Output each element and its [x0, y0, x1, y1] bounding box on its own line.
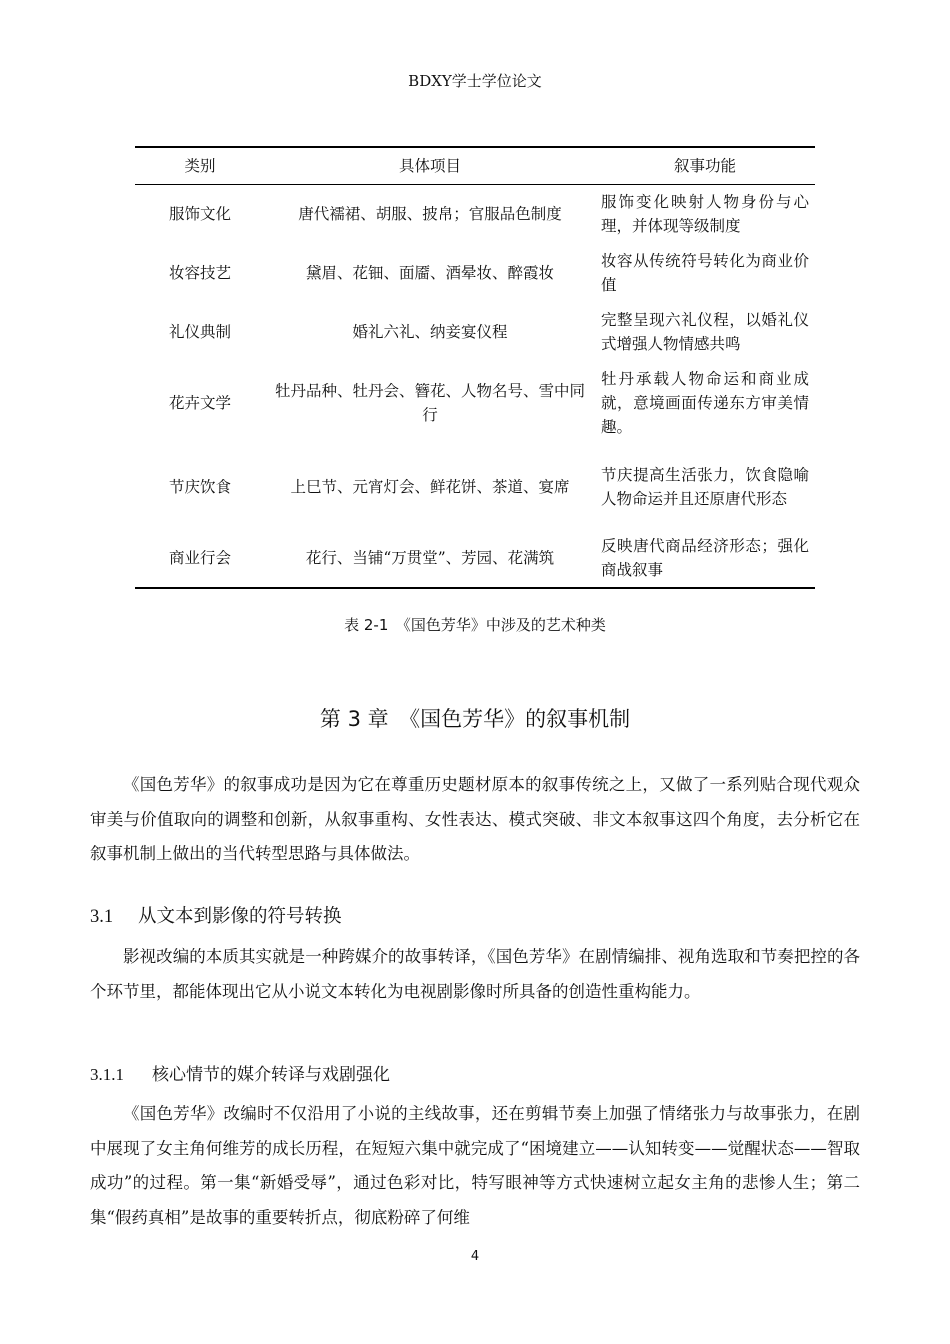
table-cell-category: 节庆饮食 — [168, 478, 231, 496]
table-row — [135, 185, 815, 244]
page-number: 4 — [470, 1249, 480, 1264]
table-cell-category: 妆容技艺 — [168, 263, 231, 282]
table-cell-function: 牡丹承载人物命运和商业成就，意境画面传递东方审美情趣。 — [601, 370, 809, 436]
table-header-row — [135, 147, 815, 185]
chapter-intro-paragraph: 《国色芳华》的叙事成功是因为它在尊重历史题材原本的叙事传统之上，又做了一系列贴合现代观众审美与价值取向的调整和创新，从叙事重构、女性表达、模式突破、非文本叙事这四个角度，去分析它在叙事机制上做出的当代转型思路与具体做法。 — [90, 775, 860, 863]
table-cell-function: 服饰变化映射人物身份与心理，并体现等级制度 — [601, 193, 809, 235]
subsection-number: 3.1.1 — [90, 1065, 124, 1084]
column-header-items: 具体项目 — [398, 157, 461, 175]
table-cell-items: 唐代襦裙、胡服、披帛；官服品色制度 — [298, 205, 562, 223]
chapter-title: 第 3 章 《国色芳华》的叙事机制 — [319, 707, 631, 731]
table-cell-function: 妆容从传统符号转化为商业价值 — [601, 251, 809, 294]
section-heading — [90, 902, 342, 932]
subsection-title: 核心情节的媒介转译与戏剧强化 — [152, 1065, 390, 1085]
table-cell-items: 上巳节、元宵灯会、鲜花饼、茶道、宴席 — [290, 478, 570, 496]
running-header: BDXY学士学位论文 — [408, 72, 542, 90]
table-row — [135, 361, 815, 445]
column-header-category: 类别 — [184, 157, 216, 175]
subsection-body-paragraph: 《国色芳华》改编时不仅沿用了小说的主线故事，还在剪辑节奏上加强了情绪张力与故事张力，在剧中展现了女主角何维芳的成长历程，在短短六集中就完成了“困境建立——认知转变——觉醒状态——智取成功”的过程。第一集“新婚受辱”，通过色彩对比，特写眼神等方式快速树立起女主角的悲惨人生；第二集“假药真相”是故事的重要转折点，彻底粉碎了何维 — [90, 1104, 860, 1227]
table-cell-items: 牡丹品种、牡丹会、簪花、人物名号、雪中同行 — [274, 382, 585, 424]
section-body-paragraph: 影视改编的本质其实就是一种跨媒介的故事转译，《国色芳华》在剧情编排、视角选取和节奏把控的各个环节里，都能体现出它从小说文本转化为电视剧影像时所具备的创造性重构能力。 — [90, 947, 860, 1001]
table-cell-items: 婚礼六礼、纳妾宴仪程 — [352, 322, 508, 341]
table-cell-category: 花卉文学 — [168, 394, 231, 412]
section-number: 3.1 — [90, 907, 114, 927]
table-cell-category: 服饰文化 — [168, 205, 231, 223]
table-cell-items: 黛眉、花钿、面靥、酒晕妆、醉霞妆 — [305, 263, 554, 282]
column-header-function: 叙事功能 — [673, 157, 736, 175]
table-caption: 表 2-1 《国色芳华》中涉及的艺术种类 — [344, 616, 606, 634]
subsection-heading — [90, 1061, 390, 1089]
table-cell-function: 完整呈现六礼仪程，以婚礼仪式增强人物情感共鸣 — [601, 310, 809, 353]
table-cell-function: 反映唐代商品经济形态；强化商战叙事 — [601, 537, 809, 579]
table-cell-category: 礼仪典制 — [168, 322, 231, 341]
section-title: 从文本到影像的符号转换 — [138, 906, 342, 927]
table-cell-items: 花行、当铺“万贯堂”、芳园、花满筑 — [305, 549, 555, 567]
art-category-table — [135, 146, 815, 589]
table-row — [135, 302, 815, 361]
table-row — [135, 243, 815, 302]
table-cell-function: 节庆提高生活张力，饮食隐喻人物命运并且还原唐代形态 — [601, 466, 809, 508]
table-row — [135, 529, 815, 588]
table-cell-category: 商业行会 — [168, 549, 231, 567]
table-row — [135, 445, 815, 529]
